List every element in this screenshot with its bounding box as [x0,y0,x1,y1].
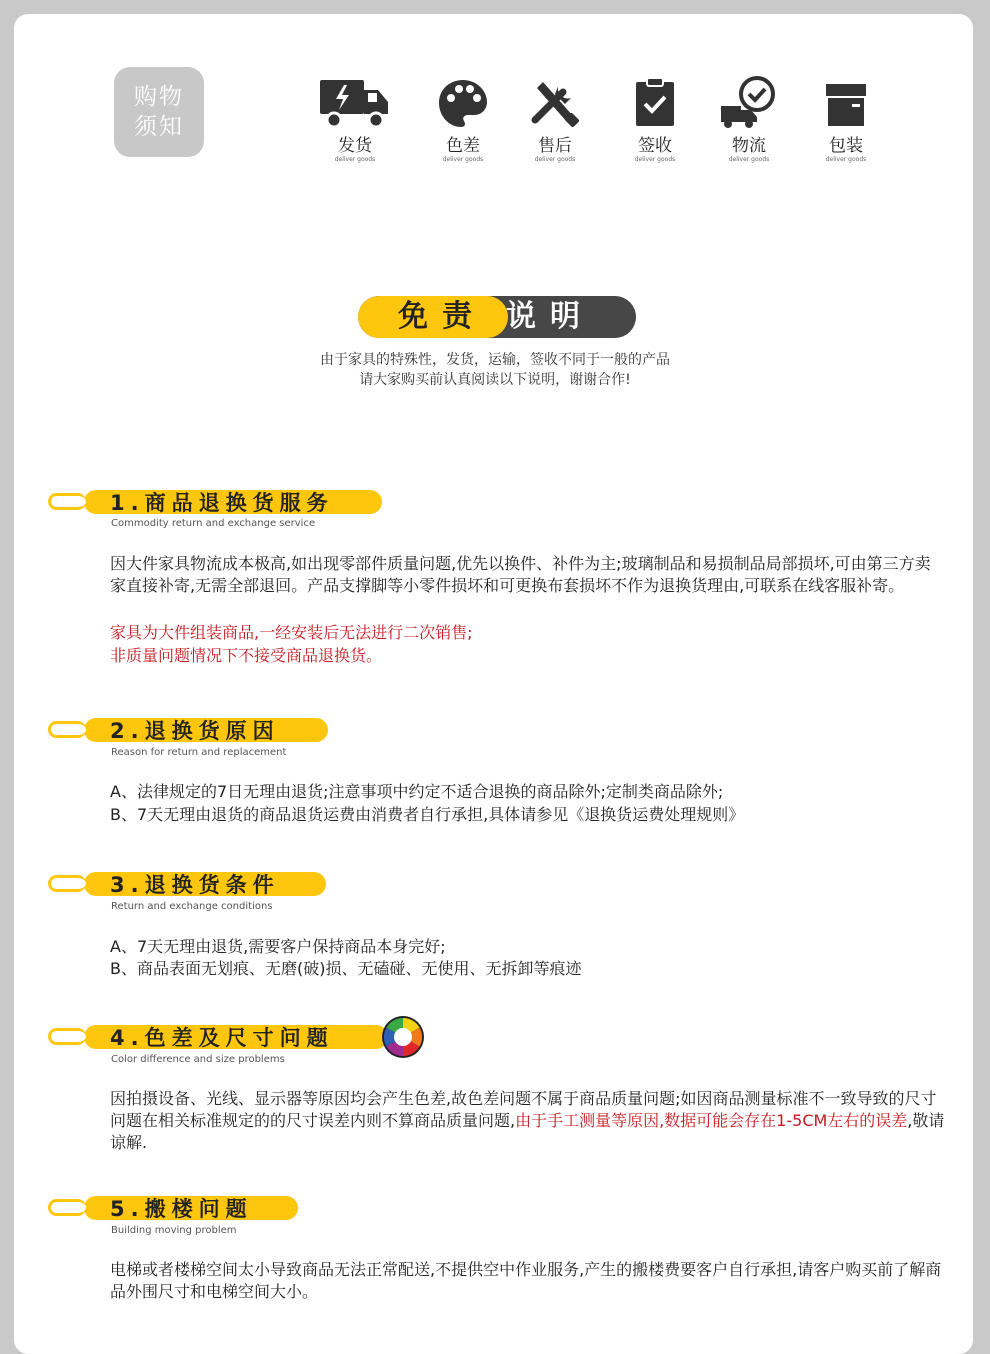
section-title-bar [48,718,328,742]
section-subtitle: Building moving problem [111,1225,237,1236]
icon-label: 发货 [338,136,372,156]
section-title: 3.退换货条件 [110,873,280,897]
section-subtitle: Reason for return and replacement [111,747,287,758]
icon-item-color [418,76,508,163]
icon-label: 色差 [446,136,480,156]
icon-label: 物流 [732,136,766,156]
icon-item-logistics [704,76,794,163]
icon-sub: deliver goods [825,156,867,163]
section-title-bar [48,490,382,514]
section-body: 电梯或者楼梯空间太小导致商品无法正常配送,不提供空中作业服务,产生的搬楼费要客户自行承担,请客户购买前了解商品外围尺寸和电梯空间大小。 [110,1260,942,1301]
icon-item-package [801,76,891,163]
palette-icon [435,76,491,132]
section-warning-2: 非质量问题情况下不接受商品退换货。 [110,646,383,665]
clipboard-check-icon [627,76,683,132]
section-subtitle: Color difference and size problems [111,1054,285,1065]
section-body-text: 因拍摄设备、光线、显示器等原因均会产生色差,故色差问题不属于商品质量问题;如因商品测量标准不一致导致的尺寸问题在相关标准规定的的尺寸误差内则不算商品质量问题, [110,1089,937,1130]
section-line-b: B、7天无理由退货的商品退货运费由消费者自行承担,具体请参见《退换货运费处理规则》 [110,805,745,824]
section-line-b: B、商品表面无划痕、无磨(破)损、无磕碰、无使用、无拆卸等痕迹 [110,959,582,978]
section-title-bar [48,1196,298,1220]
section-body [110,1088,945,1154]
icon-label: 售后 [538,136,572,156]
color-wheel-icon [380,1014,426,1060]
badge-line2: 须知 [134,114,184,140]
section-title: 5.搬楼问题 [110,1197,253,1221]
section-title: 1.商品退换货服务 [110,491,334,515]
icon-sub: deliver goods [442,156,484,163]
disclaimer-title-a: 免责 [398,299,486,334]
icon-sub: deliver goods [634,156,676,163]
truck-icon [318,76,392,132]
section-title: 2.退换货原因 [110,719,280,743]
logistics-icon [719,76,779,132]
tools-icon [527,76,583,132]
icon-label: 签收 [638,136,672,156]
disclaimer-title-pill [358,296,636,338]
disclaimer-title-b: 说明 [506,299,594,334]
intro-line1: 由于家具的特殊性，发货，运输，签收不同于一般的产品 [320,352,670,368]
disclaimer-intro [0,350,990,390]
section-warning-1: 家具为大件组装商品,一经安装后无法进行二次销售; [110,623,473,642]
icon-sub: deliver goods [534,156,576,163]
section-subtitle: Return and exchange conditions [111,901,273,912]
section-title-bar [48,872,326,896]
section-title: 4.色差及尺寸问题 [110,1026,334,1050]
section-title-bar [48,1025,388,1049]
icon-sub: deliver goods [334,156,376,163]
section-subtitle: Commodity return and exchange service [111,518,316,529]
icon-item-signoff [610,76,700,163]
icon-item-deliver [310,76,400,163]
icon-label: 包装 [829,136,863,156]
section-body: 因大件家具物流成本极高,如出现零部件质量问题,优先以换件、补件为主;玻璃制品和易损制品局部损坏,可由第三方卖家直接补寄,无需全部退回。产品支撑脚等小零件损坏和可更换布套损坏不作为退换货理由,可联系在线客服补寄。 [110,554,931,595]
icon-sub: deliver goods [728,156,770,163]
section-body-tail: ,敬请谅解. [110,1111,945,1152]
badge-line1: 购物 [134,84,184,110]
icon-item-aftersale [510,76,600,163]
intro-line2: 请大家购买前认真阅读以下说明，谢谢合作! [359,372,631,388]
section-line-a: A、7天无理由退货,需要客户保持商品本身完好; [110,937,446,956]
section-body-warning: 由于手工测量等原因,数据可能会存在1-5CM左右的误差 [515,1111,908,1130]
package-icon [818,76,874,132]
service-icons-row [0,76,990,166]
section-line-a: A、法律规定的7日无理由退货;注意事项中约定不适合退换的商品除外;定制类商品除外; [110,782,724,801]
